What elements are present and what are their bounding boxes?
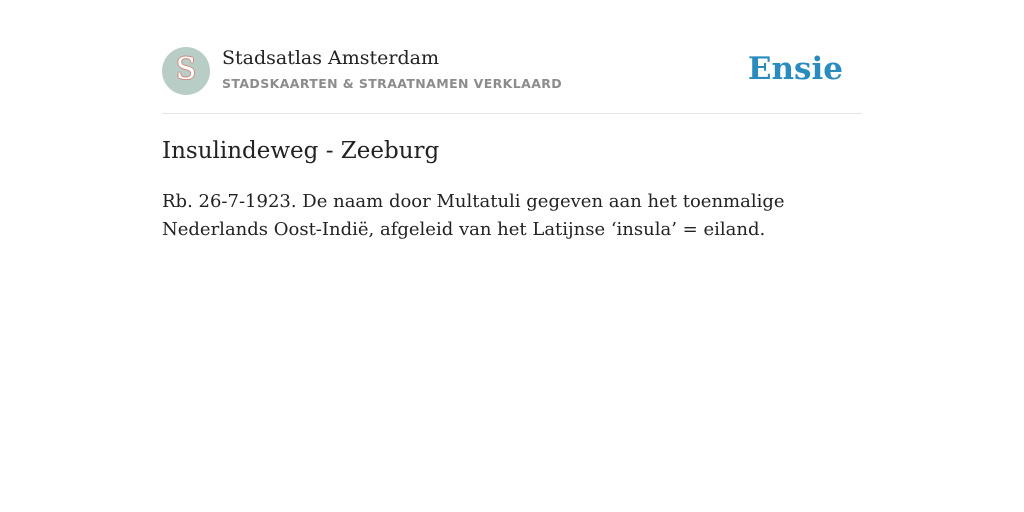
avatar-letter: S — [175, 52, 197, 87]
avatar[interactable] — [162, 47, 210, 95]
page-header — [162, 46, 862, 114]
page-container — [162, 46, 862, 244]
brand-logo-link[interactable]: Ensie — [747, 51, 843, 87]
site-subtitle: STADSKAARTEN & STRAATNAMEN VERKLAARD — [222, 76, 563, 91]
entry-title: Insulindeweg - Zeeburg — [162, 138, 440, 164]
entry-body: Rb. 26-7-1923. De naam door Multatuli gegeven aan het toenmalige Nederlands Oost-Indië, afgeleid van het Latijnse ‘insula’ = eiland. — [162, 191, 785, 240]
site-title[interactable]: Stadsatlas Amsterdam — [222, 47, 440, 69]
